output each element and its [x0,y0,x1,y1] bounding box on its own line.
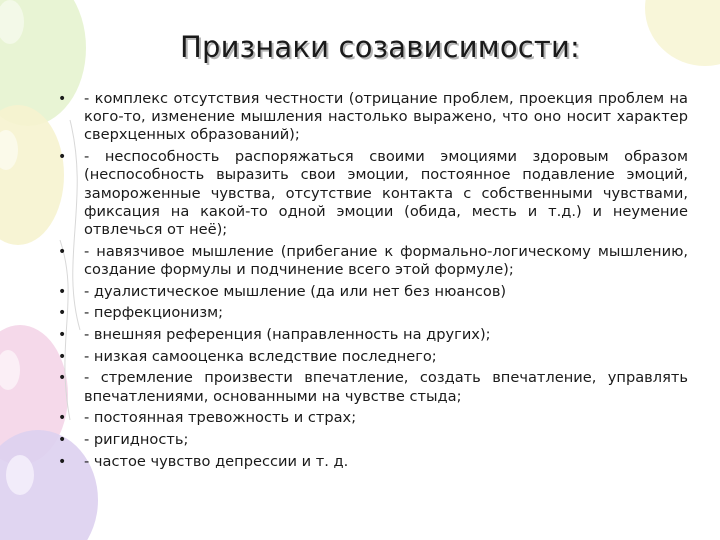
list-item-text: - неспособность распоряжаться своими эмоциями здоровым образом (неспособность выразить свои эмоции, постоянное подавление эмоций, замороженные чувства, отсутствие контакта с собственными чувствами, фиксация на какой-то одной эмоции (обида, месть и т.д.) и неумение отвлечься от неё); [84,148,688,238]
bullet-icon: • [58,410,67,427]
bullet-icon: • [58,348,67,365]
list-item [58,148,688,239]
bullet-icon: • [58,370,67,387]
list-item [58,283,688,301]
list-item-text: - низкая самооценка вследствие последнего; [84,347,437,365]
list-item-text: - ригидность; [84,430,189,448]
bullet-icon: • [58,91,67,107]
bullet-icon: • [58,283,67,300]
list-item-text: - внешняя референция (направленность на других); [84,325,491,343]
list-item [58,90,688,145]
bullet-icon: • [58,305,67,322]
bullet-icon: • [58,453,67,470]
list-item [58,431,688,449]
list-item-text: - дуалистическое мышление (да или нет без нюансов) [84,282,507,300]
list-item-text: - частое чувство депрессии и т. д. [84,452,349,470]
list-item-text: - навязчивое мышление (прибегание к формально-логическому мышлению, создание формулы и подчинение всего этой формуле); [84,242,688,278]
balloon-yellow-left [0,105,67,245]
list-item [58,304,688,322]
slide-title: Признаки созависимости: [179,30,581,64]
bullet-icon: • [58,149,67,166]
list-item [58,453,688,471]
list-item-text: - перфекционизм; [84,304,224,322]
list-item [58,326,688,344]
list-item-text: - постоянная тревожность и страх; [84,409,357,427]
list-item [58,243,688,279]
bullet-icon: • [58,243,67,260]
bullet-list [58,90,688,474]
bullet-icon: • [58,431,67,448]
bullet-icon: • [58,326,67,343]
list-item [58,409,688,427]
list-item-text: - стремление произвести впечатление, создать впечатление, управлять впечатлениями, основанными на чувстве стыда; [84,369,688,405]
list-item [58,348,688,366]
list-item-text: - комплекс отсутствия честности (отрицание проблем, проекция проблем на кого-то, изменение мышления настолько выражено, что оно носит характер сверхценных образований); [84,90,688,144]
list-item [58,369,688,405]
